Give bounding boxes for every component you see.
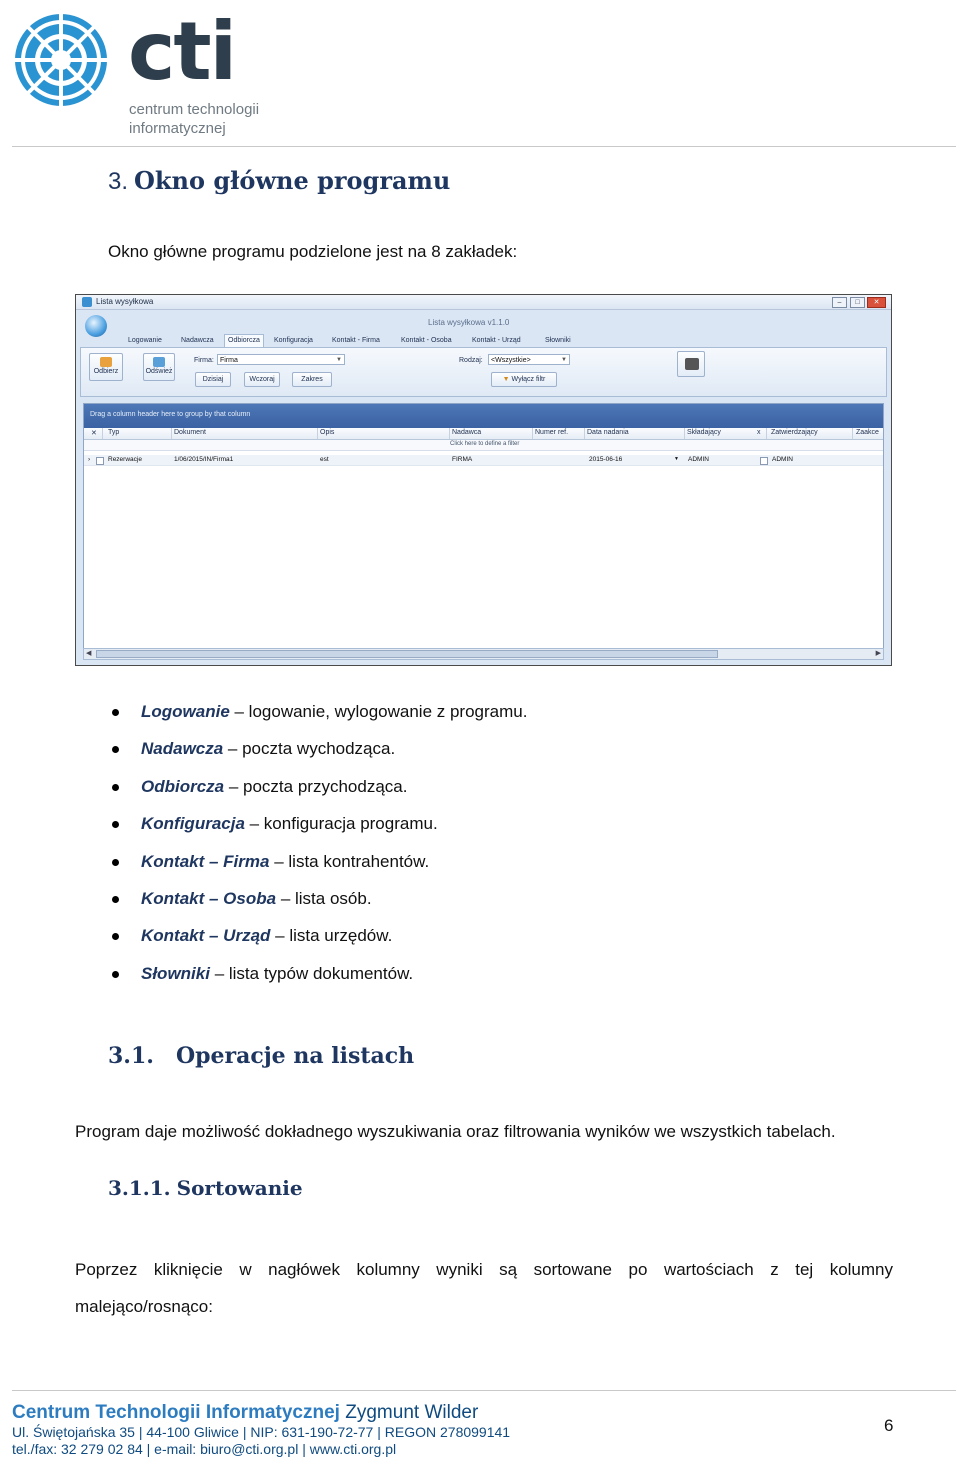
logo-text: cti — [128, 5, 236, 98]
cell-typ: Rezerwacje — [108, 456, 142, 463]
odswiez-button[interactable] — [143, 353, 175, 381]
column-separator — [852, 428, 853, 439]
zakres-button[interactable]: Zakres — [292, 372, 332, 387]
tab-slowniki[interactable]: Słowniki — [545, 337, 571, 344]
col-header-data-nadania[interactable]: Data nadania — [587, 429, 629, 436]
window-title: Lista wysyłkowa — [96, 297, 154, 306]
cell-data-nadania: 2015-06-16 — [589, 456, 623, 463]
wylacz-filtr-button[interactable] — [491, 372, 557, 387]
tab-kontakt-firma[interactable]: Kontakt - Firma — [332, 337, 380, 344]
data-grid — [83, 403, 884, 650]
maximize-icon[interactable]: □ — [850, 297, 865, 308]
list-item — [108, 887, 527, 924]
window-titlebar — [76, 295, 891, 310]
print-button[interactable] — [677, 351, 705, 377]
window-version: Lista wysyłkowa v1.1.0 — [428, 318, 510, 327]
wczoraj-button[interactable]: Wczoraj — [244, 372, 280, 387]
firma-select[interactable] — [217, 354, 345, 365]
section-intro: Okno główne programu podzielone jest na 8 zakładek: — [108, 242, 518, 261]
tab-nadawcza[interactable]: Nadawcza — [181, 337, 214, 344]
list-item-desc: – lista typów dokumentów. — [209, 963, 414, 983]
subsection-heading — [108, 1043, 414, 1069]
rodzaj-label: Rodzaj: — [459, 357, 483, 364]
cell-nadawca: FIRMA — [452, 456, 473, 463]
program-window-screenshot — [75, 294, 892, 666]
logo-subtitle-line1: centrum technologii — [129, 101, 260, 118]
tab-odbiorcza[interactable]: Odbiorcza — [224, 334, 264, 347]
list-item-name: Logowanie — [141, 702, 230, 721]
row-checkbox[interactable] — [96, 457, 104, 465]
logo-subtitle — [129, 100, 259, 138]
tab-konfiguracja[interactable]: Konfiguracja — [274, 337, 313, 344]
list-item-name: Nadawcza — [141, 739, 224, 759]
group-by-hint: Drag a column header here to group by that column — [90, 411, 251, 418]
row-checkbox-x[interactable] — [760, 457, 768, 465]
close-icon[interactable]: ✕ — [867, 297, 886, 308]
list-item-desc: – lista kontrahentów. — [269, 851, 430, 871]
subsubsection-title: Sortowanie — [176, 1176, 303, 1200]
cti-logo-mark — [10, 8, 112, 112]
table-row[interactable] — [84, 455, 883, 466]
footer-contact: tel./fax: 32 279 02 84 | e-mail: biuro@cti.org.pl | www.cti.org.pl — [12, 1441, 397, 1457]
sort-text-line2: malejąco/rosnąco: — [75, 1297, 213, 1316]
tab-logowanie[interactable]: Logowanie — [128, 337, 162, 344]
header-divider — [12, 146, 956, 147]
col-header-zaakce[interactable]: Zaakce — [856, 429, 879, 436]
col-header-numer-ref[interactable]: Numer ref. — [535, 429, 569, 436]
subsection-number: 3.1. — [108, 1043, 154, 1069]
list-item-name: Konfiguracja — [141, 814, 245, 834]
list-item-name: Słowniki — [141, 963, 210, 983]
col-header-x[interactable]: x — [757, 429, 761, 436]
download-icon — [100, 357, 112, 367]
page-number: 6 — [884, 1416, 894, 1435]
firma-label: Firma: — [194, 357, 214, 364]
app-orb-icon[interactable] — [85, 315, 107, 337]
col-header-opis[interactable]: Opis — [320, 429, 335, 436]
list-item — [108, 850, 527, 887]
minimize-icon[interactable]: – — [832, 297, 847, 308]
list-item-desc: – poczta wychodząca. — [223, 739, 396, 759]
rodzaj-select[interactable] — [488, 354, 570, 365]
horizontal-scrollbar[interactable] — [83, 648, 884, 660]
col-header-zatwierdzajacy[interactable]: Zatwierdzający — [771, 429, 818, 436]
section-number: 3. — [108, 168, 129, 195]
footer-divider — [12, 1390, 956, 1391]
cell-skladajacy: ADMIN — [688, 456, 709, 463]
column-separator — [171, 428, 172, 439]
dzisiaj-button[interactable]: Dzisiaj — [195, 372, 231, 387]
scroll-right-icon[interactable]: ▶ — [875, 650, 881, 657]
filter-icon: ▼ — [502, 376, 510, 383]
col-header-typ[interactable]: Typ — [108, 429, 120, 436]
list-item-desc: – konfiguracja programu. — [244, 814, 438, 834]
tab-kontakt-urzad[interactable]: Kontakt - Urząd — [472, 337, 521, 344]
list-item-desc: – lista osób. — [276, 888, 372, 908]
odbierz-button[interactable] — [89, 353, 123, 381]
chevron-down-icon: ▼ — [336, 357, 342, 363]
list-item-name: Kontakt – Firma — [141, 851, 270, 871]
row-expand-icon[interactable]: › — [88, 456, 91, 463]
scroll-left-icon[interactable]: ◀ — [86, 650, 92, 657]
odswiez-label: Odśwież — [145, 368, 173, 375]
tab-kontakt-osoba[interactable]: Kontakt - Osoba — [401, 337, 452, 344]
rodzaj-value: <Wszystkie> — [491, 357, 531, 364]
list-item — [108, 962, 527, 999]
footer-address: Ul. Świętojańska 35 | 44-100 Gliwice | NIP: 631-190-72-77 | REGON 278099141 — [12, 1424, 511, 1440]
list-item-desc: – poczta przychodząca. — [224, 776, 408, 796]
column-separator — [532, 428, 533, 439]
list-item-desc: – logowanie, wylogowanie z programu. — [229, 702, 528, 721]
firma-value: Firma — [220, 357, 238, 364]
list-item — [108, 700, 527, 737]
list-item-name: Kontakt – Osoba — [141, 888, 277, 908]
chevron-down-icon: ▼ — [674, 456, 679, 462]
column-separator — [584, 428, 585, 439]
refresh-icon — [153, 357, 165, 367]
footer-company — [12, 1402, 478, 1424]
column-separator — [449, 428, 450, 439]
col-header-nadawca[interactable]: Nadawca — [452, 429, 482, 436]
subsection-text: Program daje możliwość dokładnego wyszukiwania oraz filtrowania wyników we wszystkich tabelach. — [75, 1122, 836, 1141]
list-item — [108, 924, 527, 961]
col-header-skladajacy[interactable]: Składający — [687, 429, 721, 436]
column-separator — [766, 428, 767, 439]
group-by-panel[interactable] — [84, 404, 883, 428]
odbierz-label: Odbierz — [93, 368, 119, 375]
column-separator — [317, 428, 318, 439]
list-item-name: Odbiorcza — [141, 776, 225, 796]
tabs-list — [108, 700, 527, 999]
list-item-name: Kontakt – Urząd — [141, 926, 271, 946]
footer-person: Zygmunt Wilder — [339, 1402, 479, 1423]
filter-row[interactable] — [84, 440, 883, 451]
list-item — [108, 737, 527, 774]
cell-dokument: 1/06/2015/IN/Firma1 — [174, 456, 234, 463]
subsection-title: Operacje na listach — [175, 1043, 415, 1069]
subsubsection-heading — [108, 1176, 303, 1200]
scrollbar-thumb[interactable] — [96, 650, 718, 658]
app-icon — [82, 297, 92, 307]
printer-icon — [685, 358, 699, 370]
sort-text-line1: Poprzez kliknięcie w nagłówek kolumny wyniki są sortowane po wartościach z tej kolumny — [75, 1260, 893, 1279]
list-item-desc: – lista urzędów. — [270, 926, 393, 946]
column-separator — [102, 428, 103, 439]
footer-company-name: Centrum Technologii Informatycznej — [12, 1402, 340, 1423]
section-title: Okno główne programu — [134, 166, 451, 195]
list-item — [108, 775, 527, 812]
column-separator — [684, 428, 685, 439]
logo-subtitle-line2: informatycznej — [129, 120, 226, 137]
column-headers — [84, 428, 883, 440]
subsubsection-number: 3.1.1. — [108, 1176, 171, 1200]
filter-row-hint: Click here to define a filter — [450, 441, 520, 447]
col-header-dokument[interactable]: Dokument — [174, 429, 206, 436]
chevron-down-icon: ▼ — [561, 357, 567, 363]
filter-clear-icon[interactable]: ✕ — [91, 430, 97, 437]
ribbon-toolbar — [80, 347, 887, 397]
list-item — [108, 812, 527, 849]
section-heading — [108, 166, 450, 196]
wylacz-filtr-label: Wyłącz filtr — [511, 376, 546, 383]
cell-opis: est — [320, 456, 329, 463]
cell-zatwierdzajacy: ADMIN — [772, 456, 793, 463]
